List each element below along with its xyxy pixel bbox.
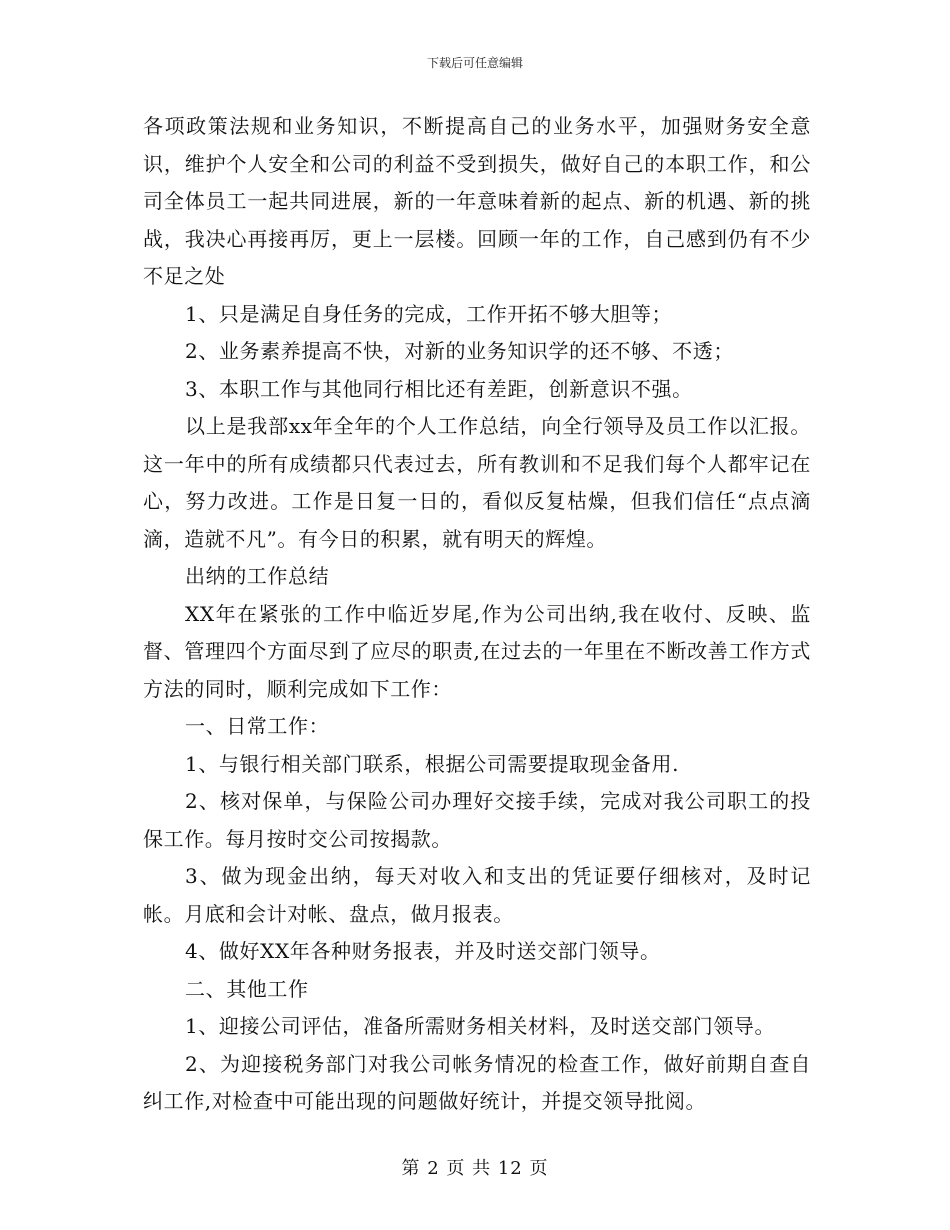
paragraph: 4、做好XX年各种财务报表，并及时送交部门领导。 xyxy=(185,939,661,963)
paragraph: 2、业务素养提高不快，对新的业务知识学的还不够、不透； xyxy=(185,339,734,363)
page-header: 下载后可任意编辑 xyxy=(426,56,523,70)
section-heading: 二、其他工作 xyxy=(185,976,309,1001)
paragraph: 2、为迎接税务部门对我公司帐务情况的检查工作，做好前期自查自纠工作,对检查中可能出现的问题做好统计，并提交领导批阅。 xyxy=(143,1051,811,1113)
paragraph: 3、本职工作与其他同行相比还有差距，创新意识不强。 xyxy=(185,376,693,401)
document-body xyxy=(143,108,811,1121)
paragraph: 3、做为现金出纳，每天对收入和支出的凭证要仔细核对，及时记帐。月底和会计对帐、盘点，做月报表。 xyxy=(143,864,811,926)
paragraph: 1、迎接公司评估，准备所需财务相关材料，及时送交部门领导。 xyxy=(185,1014,776,1038)
page-number: 第 2 页 共 12 页 xyxy=(401,1158,549,1179)
section-title: 出纳的工作总结 xyxy=(185,564,330,588)
paragraph: XX年在紧张的工作中临近岁尾,作为公司出纳,我在收付、反映、监督、管理四个方面尽到了应尽的职责,在过去的一年里在不断改善工作方式方法的同时，顺利完成如下工作： xyxy=(143,601,811,701)
paragraph: 2、核对保单，与保险公司办理好交接手续，完成对我公司职工的投保工作。每月按时交公司按揭款。 xyxy=(143,789,811,851)
section-heading: 一、日常工作： xyxy=(185,714,330,738)
paragraph: 1、与银行相关部门联系，根据公司需要提取现金备用. xyxy=(185,751,680,776)
paragraph: 各项政策法规和业务知识，不断提高自己的业务水平，加强财务安全意识，维护个人安全和公司的利益不受到损失，做好自己的本职工作，和公司全体员工一起共同进展，新的一年意味着新的起点、新的机遇、新的挑战，我决心再接再厉，更上一层楼。回顾一年的工作，自己感到仍有不少不足之处 xyxy=(143,114,811,288)
paragraph: 1、只是满足自身任务的完成，工作开拓不够大胆等； xyxy=(185,301,673,326)
paragraph: 以上是我部xx年全年的个人工作总结，向全行领导及员工作以汇报。这一年中的所有成绩都只代表过去，所有教训和不足我们每个人都牢记在心，努力改进。工作是日复一日的，看似反复枯燥，但我们信任“点点滴滴，造就不凡”。有今日的积累，就有明天的辉煌。 xyxy=(143,414,811,551)
